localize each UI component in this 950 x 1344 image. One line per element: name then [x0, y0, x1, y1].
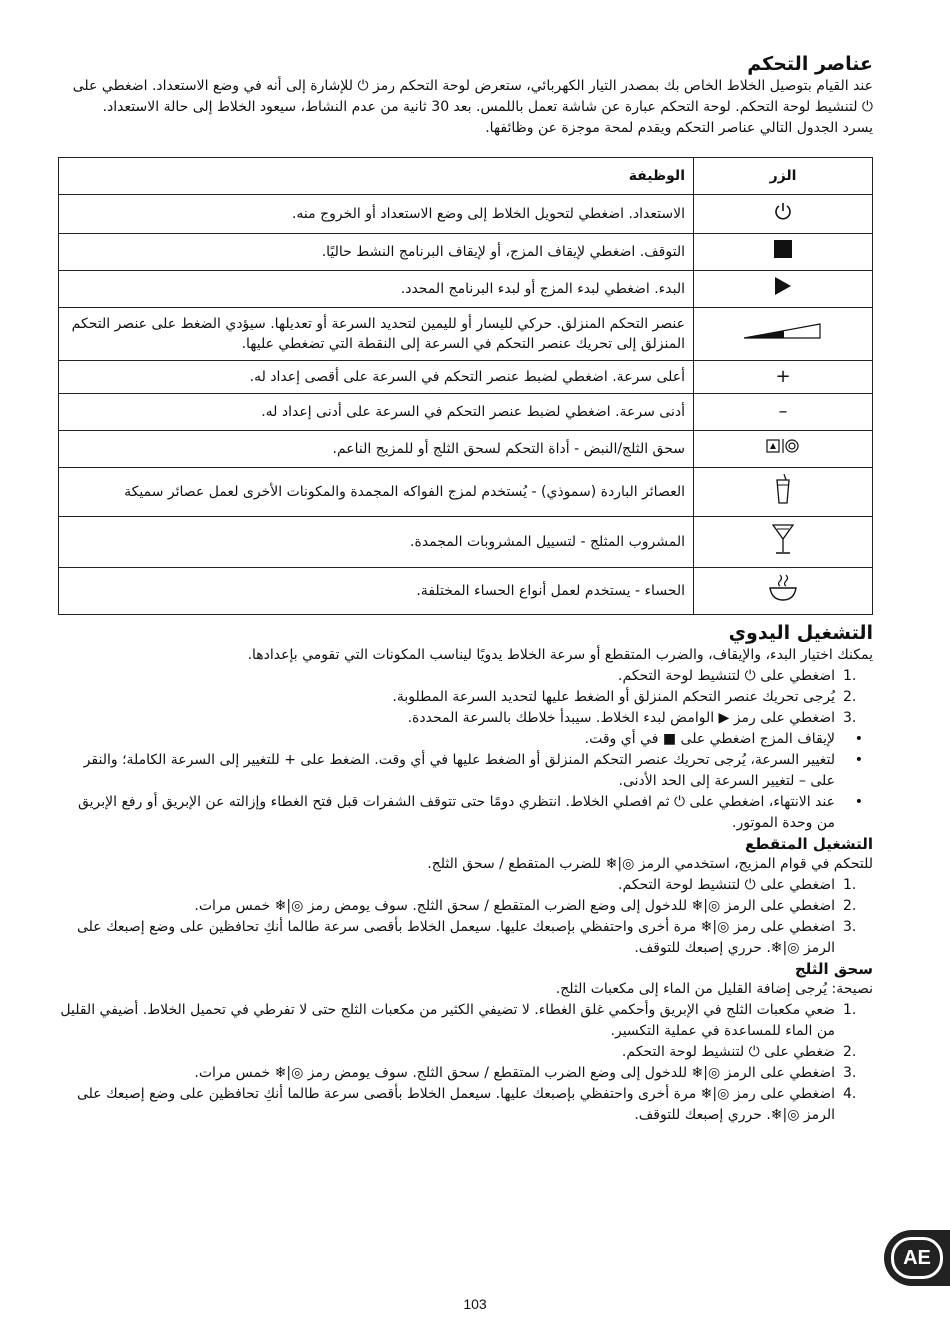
list-item: 4. اضغطي على رمز ◎|❄ مرة أخرى واحتفظي بإصبعك عليها. سيعمل الخلاط بأقصى سرعة طالما أنكِ تحافظين على وضع إصبعك على الرمز ◎|❄. حرري إصبعك للتوقف.: [76, 1086, 857, 1123]
list-item: 3. اضغطي على رمز ▶ الوامض لبدء الخلاط. سيبدأ خلاطك بالسرعة المحددة.: [407, 710, 857, 726]
stop-icon: [774, 240, 792, 258]
frozen-drink-icon: [772, 523, 794, 555]
list-item: 1. ضعي مكعبات الثلج في الإبريق وأحكمي غلق الغطاء. لا تضيفي الكثير من مكعبات الثلج حتى لا تفرطي في تحميل الخلاط. أضيفي القليل من الماء للمساعدة في عملية التكسير.: [60, 1002, 857, 1039]
ice-steps: [58, 1000, 873, 1126]
ice-crush-pulse-icon: [766, 438, 800, 454]
controls-heading: عناصر التحكم: [747, 53, 873, 75]
minus-icon: –: [778, 401, 788, 422]
table-row: [59, 394, 873, 431]
page-number: 103: [463, 1296, 487, 1312]
row-text: الحساء - يستخدم لعمل أنواع الحساء المختلفة.: [59, 568, 694, 615]
list-item: 3. اضغطي على الرمز ◎|❄ للدخول إلى وضع الضرب المتقطع / سحق الثلج. سوف يومض رمز ◎|❄ خمس مرات.: [194, 1065, 857, 1081]
row-text: سحق الثلج/النبض - أداة التحكم لسحق الثلج أو للمزيج الناعم.: [59, 431, 694, 468]
standby-icon: [774, 201, 792, 221]
pulse-steps: [58, 875, 873, 959]
play-icon: [775, 277, 791, 295]
ice-tip: نصيحة: يُرجى إضافة القليل من الماء إلى مكعبات الثلج.: [555, 981, 873, 997]
list-item: 2. اضغطي على الرمز ◎|❄ للدخول إلى وضع الضرب المتقطع / سحق الثلج. سوف يومض رمز ◎|❄ خمس مرات.: [194, 898, 857, 914]
table-row: [59, 568, 873, 615]
row-text: التوقف. اضغطي لإيقاف المزج، أو لإيقاف البرنامج النشط حاليًا.: [59, 234, 694, 271]
language-badge: [884, 1230, 950, 1286]
controls-intro-2: يسرد الجدول التالي عناصر التحكم ويقدم لمحة موجزة عن وظائفها.: [485, 120, 873, 136]
page-content: [58, 52, 873, 1126]
row-text: أعلى سرعة. اضغطي لضبط عنصر التحكم في السرعة على أقصى إعداد له.: [59, 361, 694, 394]
row-text: الاستعداد. اضغطي لتحويل الخلاط إلى وضع الاستعداد أو الخروج منه.: [59, 195, 694, 234]
table-row: [59, 308, 873, 361]
table-row: [59, 234, 873, 271]
row-text: أدنى سرعة. اضغطي لضبط عنصر التحكم في السرعة على أدنى إعداد له.: [59, 394, 694, 431]
row-text: البدء. اضغطي لبدء المزج أو لبدء البرنامج المحدد.: [59, 271, 694, 308]
smoothie-icon: [775, 474, 791, 504]
table-row: [59, 468, 873, 517]
row-text: عنصر التحكم المنزلق. حركي لليسار أو لليمين لتحديد السرعة أو تعديلها. سيؤدي الضغط على عنصر التحكم المنزلق إلى تحريك عنصر التحكم في السرعة إلى النقطة التي تضغطي عليها.: [59, 308, 694, 361]
manual-intro: يمكنك اختيار البدء، والإيقاف، والضرب المتقطع أو سرعة الخلاط يدويًا ليناسب المكونات التي تقومي بإعدادها.: [247, 647, 873, 663]
list-item: 3. اضغطي على رمز ◎|❄ مرة أخرى واحتفظي بإصبعك عليها. سيعمل الخلاط بأقصى سرعة طالما أنكِ تحافظين على وضع إصبعك على الرمز ◎|❄. حرري إصبعك للتوقف.: [76, 919, 857, 956]
header-button: الزر: [694, 158, 873, 195]
manual-heading: التشغيل اليدوي: [728, 622, 873, 644]
language-badge-label: AE: [891, 1237, 943, 1279]
ice-heading: سحق الثلج: [794, 960, 873, 978]
plus-icon: +: [775, 366, 791, 387]
list-item: • لإيقاف المزج اضغطي على ■ في أي وقت.: [584, 731, 863, 747]
list-item: • عند الانتهاء، اضغطي على ⏻ ثم افصلي الخلاط. انتظري دومًا حتى تتوقف الشفرات قبل فتح الغطاء وإزالته عن الإبريق أو رفع الإبريق من وحدة الموتور.: [77, 794, 863, 831]
table-row: [59, 271, 873, 308]
manual-bullets: [58, 729, 873, 834]
pulse-intro: للتحكم في قوام المزيج، استخدمي الرمز ◎|❄ للضرب المتقطع / سحق الثلج.: [427, 856, 873, 872]
row-text: المشروب المثلج - لتسييل المشروبات المجمدة.: [59, 517, 694, 568]
list-item: 1. اضغطي على ⏻ لتنشيط لوحة التحكم.: [618, 877, 857, 893]
row-text: العصائر الباردة (سموذي) - يُستخدم لمزج الفواكه المجمدة والمكونات الأخرى لعمل عصائر سميكة: [59, 468, 694, 517]
table-row: [59, 517, 873, 568]
controls-intro-1: عند القيام بتوصيل الخلاط الخاص بك بمصدر التيار الكهربائي، ستعرض لوحة التحكم رمز ⏻ للإشارة إلى أنه في وضع الاستعداد. اضغطي على ⏻ لتنشيط لوحة التحكم. لوحة التحكم عبارة عن شاشة تعمل باللمس. بعد 30 ثانية من عدم النشاط، سيعود الخلاط إلى حالة الاستعداد.: [72, 78, 873, 115]
list-item: 2. ضغطي على ⏻ لتنشيط لوحة التحكم.: [621, 1044, 857, 1060]
slider-icon: [744, 323, 822, 339]
table-row: [59, 195, 873, 234]
list-item: 1. اضغطي على ⏻ لتنشيط لوحة التحكم.: [618, 668, 857, 684]
table-header-row: [59, 158, 873, 195]
list-item: 2. يُرجى تحريك عنصر التحكم المنزلق أو الضغط عليها لتحديد السرعة المطلوبة.: [392, 689, 857, 705]
table-row: [59, 361, 873, 394]
manual-steps: [58, 666, 873, 729]
soup-icon: [768, 574, 798, 602]
pulse-heading: التشغيل المتقطع: [745, 835, 873, 853]
list-item: • لتغيير السرعة، يُرجى تحريك عنصر التحكم المنزلق أو الضغط عليها في أي وقت. الضغط على + للتغيير إلى السرعة الكاملة؛ والنقر على – لتغيير السرعة إلى الحد الأدنى.: [83, 752, 863, 789]
header-function: الوظيفة: [59, 158, 694, 195]
table-row: [59, 431, 873, 468]
controls-table: [58, 157, 873, 615]
